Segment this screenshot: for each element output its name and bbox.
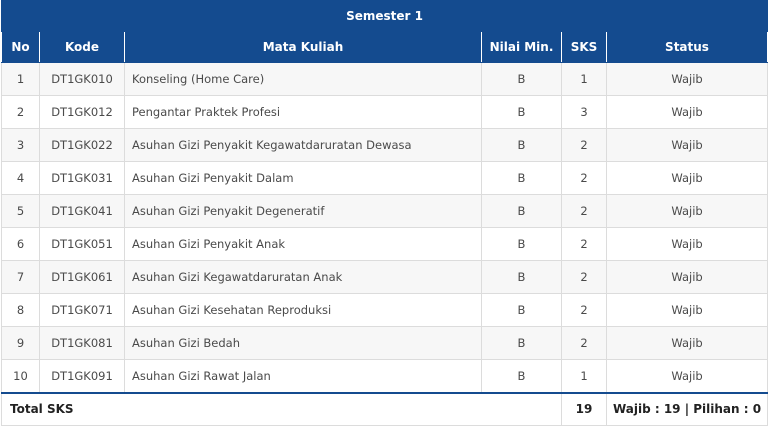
table-row [2, 327, 768, 360]
cell-nilai-min: B [482, 360, 562, 393]
cell-mata-kuliah: Asuhan Gizi Penyakit Degeneratif [125, 195, 482, 228]
cell-nilai-min: B [482, 261, 562, 294]
column-header-kode: Kode [40, 32, 125, 63]
cell-no: 5 [2, 195, 40, 228]
cell-status: Wajib [607, 294, 768, 327]
total-sks-label: Total SKS [2, 393, 562, 426]
cell-no: 6 [2, 228, 40, 261]
cell-mata-kuliah: Asuhan Gizi Rawat Jalan [125, 360, 482, 393]
cell-mata-kuliah: Pengantar Praktek Profesi [125, 96, 482, 129]
cell-mata-kuliah: Asuhan Gizi Penyakit Kegawatdaruratan Dewasa [125, 129, 482, 162]
cell-nilai-min: B [482, 162, 562, 195]
cell-mata-kuliah: Asuhan Gizi Bedah [125, 327, 482, 360]
cell-mata-kuliah: Konseling (Home Care) [125, 63, 482, 96]
column-header-status: Status [607, 32, 768, 63]
cell-mata-kuliah: Asuhan Gizi Penyakit Anak [125, 228, 482, 261]
table-row [2, 228, 768, 261]
cell-kode: DT1GK061 [40, 261, 125, 294]
cell-sks: 1 [562, 360, 607, 393]
column-header-nilai-min: Nilai Min. [482, 32, 562, 63]
cell-sks: 2 [562, 162, 607, 195]
cell-sks: 3 [562, 96, 607, 129]
table-row [2, 360, 768, 393]
cell-nilai-min: B [482, 63, 562, 96]
cell-sks: 2 [562, 195, 607, 228]
cell-status: Wajib [607, 63, 768, 96]
cell-nilai-min: B [482, 228, 562, 261]
cell-kode: DT1GK022 [40, 129, 125, 162]
cell-no: 1 [2, 63, 40, 96]
cell-status: Wajib [607, 195, 768, 228]
cell-sks: 1 [562, 63, 607, 96]
column-header-sks: SKS [562, 32, 607, 63]
cell-kode: DT1GK031 [40, 162, 125, 195]
cell-status: Wajib [607, 360, 768, 393]
cell-status: Wajib [607, 228, 768, 261]
cell-mata-kuliah: Asuhan Gizi Kesehatan Reproduksi [125, 294, 482, 327]
column-header-mata-kuliah: Mata Kuliah [125, 32, 482, 63]
semester-header-row [2, 1, 768, 32]
cell-sks: 2 [562, 327, 607, 360]
table-row [2, 294, 768, 327]
cell-nilai-min: B [482, 129, 562, 162]
cell-nilai-min: B [482, 327, 562, 360]
curriculum-table [1, 0, 768, 426]
cell-kode: DT1GK071 [40, 294, 125, 327]
cell-status: Wajib [607, 327, 768, 360]
cell-no: 4 [2, 162, 40, 195]
cell-sks: 2 [562, 261, 607, 294]
cell-kode: DT1GK012 [40, 96, 125, 129]
total-row [2, 393, 768, 426]
table-row [2, 63, 768, 96]
column-header-row [2, 32, 768, 63]
cell-sks: 2 [562, 294, 607, 327]
cell-no: 7 [2, 261, 40, 294]
total-sks-value: 19 [562, 393, 607, 426]
cell-status: Wajib [607, 129, 768, 162]
cell-nilai-min: B [482, 96, 562, 129]
table-row [2, 261, 768, 294]
table-row [2, 162, 768, 195]
cell-nilai-min: B [482, 294, 562, 327]
cell-status: Wajib [607, 162, 768, 195]
cell-status: Wajib [607, 96, 768, 129]
column-header-no: No [2, 32, 40, 63]
total-summary: Wajib : 19 | Pilihan : 0 [607, 393, 768, 426]
table-row [2, 195, 768, 228]
cell-kode: DT1GK051 [40, 228, 125, 261]
cell-no: 3 [2, 129, 40, 162]
cell-sks: 2 [562, 228, 607, 261]
cell-mata-kuliah: Asuhan Gizi Penyakit Dalam [125, 162, 482, 195]
cell-kode: DT1GK081 [40, 327, 125, 360]
cell-sks: 2 [562, 129, 607, 162]
cell-mata-kuliah: Asuhan Gizi Kegawatdaruratan Anak [125, 261, 482, 294]
table-row [2, 96, 768, 129]
course-table-body [2, 63, 768, 393]
cell-no: 8 [2, 294, 40, 327]
table-row [2, 129, 768, 162]
cell-status: Wajib [607, 261, 768, 294]
cell-kode: DT1GK041 [40, 195, 125, 228]
cell-no: 10 [2, 360, 40, 393]
cell-kode: DT1GK010 [40, 63, 125, 96]
cell-nilai-min: B [482, 195, 562, 228]
semester-title: Semester 1 [2, 1, 768, 32]
cell-no: 2 [2, 96, 40, 129]
cell-kode: DT1GK091 [40, 360, 125, 393]
cell-no: 9 [2, 327, 40, 360]
